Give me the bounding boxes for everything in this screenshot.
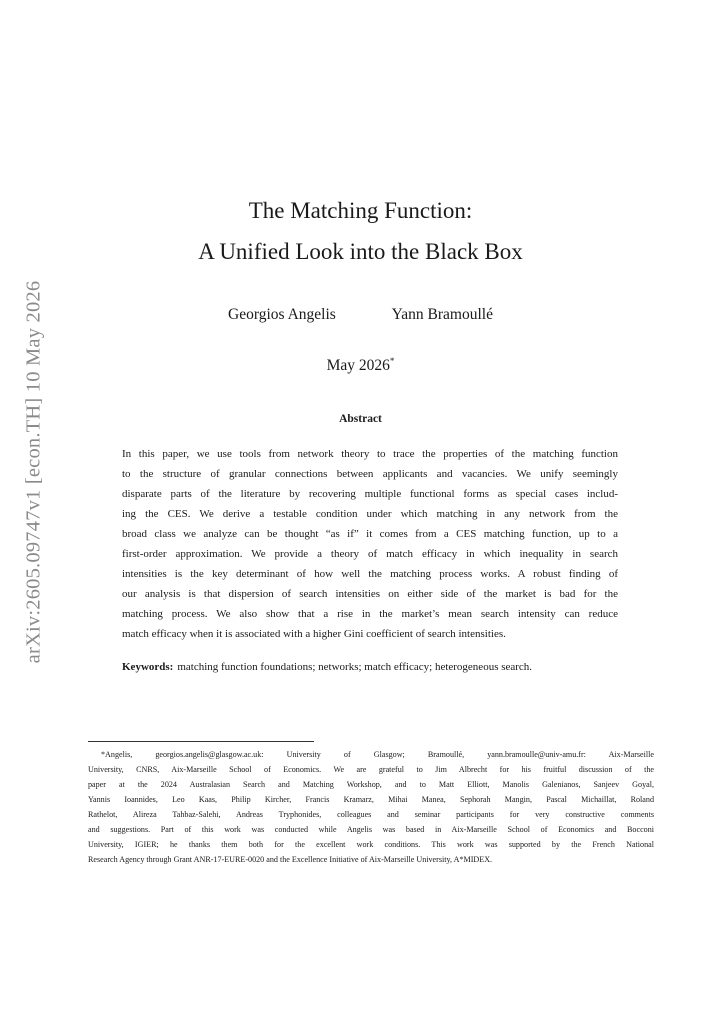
footnote-line: Rathelot, Alireza Tahbaz-Salehi, Andreas Tryphonides, colleagues and seminar participants for very constructive comments (88, 810, 654, 819)
keywords (122, 661, 618, 673)
abstract-line: ing the CES. We derive a testable condition under which matching in any network from the (122, 508, 618, 520)
footnote-line: University, CNRS, Aix-Marseille School of Economics. We are grateful to Jim Albrecht for his fruitful discussion of the (88, 765, 654, 774)
abstract-line: first-order approximation. We provide a theory of match efficacy in which inequality in search (122, 548, 618, 560)
keywords-text: matching function foundations; networks; match efficacy; heterogeneous search. (177, 661, 533, 673)
keywords-label: Keywords: (122, 661, 174, 673)
footnote-line: Yannis Ioannides, Leo Kaas, Philip Kircher, Francis Kramarz, Mihai Manea, Sephorah Mangin, Pascal Michaillat, Roland (88, 795, 654, 804)
paper-title-line-1: The Matching Function: (248, 198, 473, 223)
footnote-line: Research Agency through Grant ANR-17-EURE-0020 and the Excellence Initiative of Aix-Marseille University, A*MIDEX. (88, 855, 493, 864)
abstract-line: intensities is the key determinant of how well the matching process works. A robust finding of (122, 568, 618, 580)
arxiv-identifier-text: arXiv:2605.09747v1 [econ.TH] 10 May 2026 (22, 280, 45, 664)
footnote-rule (88, 741, 314, 742)
abstract-heading: Abstract (339, 413, 382, 425)
abstract-line: to the structure of granular connections between applicants and vacancies. We unify seemingly (122, 468, 618, 480)
abstract-line: broad class we analyze can be thought “as if” it comes from a CES matching function, up to a (122, 528, 618, 540)
abstract-line: In this paper, we use tools from network theory to trace the properties of the matching function (122, 448, 618, 460)
footnote-marker: * (389, 356, 395, 366)
abstract-line: disparate parts of the literature by recovering multiple functional forms as special cases includ- (122, 488, 618, 500)
paper-title-line-2: A Unified Look into the Black Box (198, 239, 523, 264)
author-2: Yann Bramoullé (391, 306, 493, 323)
footnote-line: paper at the 2024 Australasian Search and Matching Workshop, and to Matt Elliott, Manolis Galenianos, Sanjeev Goyal, (88, 780, 654, 789)
author-list (0, 306, 721, 324)
date-text: May 2026 (326, 357, 390, 375)
author-1: Georgios Angelis (228, 306, 336, 323)
abstract-line: match efficacy when it is associated with a higher Gini coefficient of search intensities. (122, 628, 506, 640)
abstract-line: our analysis is that dispersion of search intensities on either side of the market is bad for the (122, 588, 618, 600)
footnote-line: University, IGIER; he thanks them both for the excellent work conditions. This work was supported by the French National (88, 840, 654, 849)
footnote-line: and suggestions. Part of this work was conducted while Angelis was based in Aix-Marseille School of Economics and Bocconi (88, 825, 654, 834)
footnote-line: *Angelis, georgios.angelis@glasgow.ac.uk: University of Glasgow; Bramoullé, yann.bramoulle@univ-amu.fr: Aix-Marseille (101, 750, 654, 759)
publication-date (0, 356, 721, 375)
abstract-line: matching process. We also show that a rise in the market’s mean search intensity can reduce (122, 608, 618, 620)
